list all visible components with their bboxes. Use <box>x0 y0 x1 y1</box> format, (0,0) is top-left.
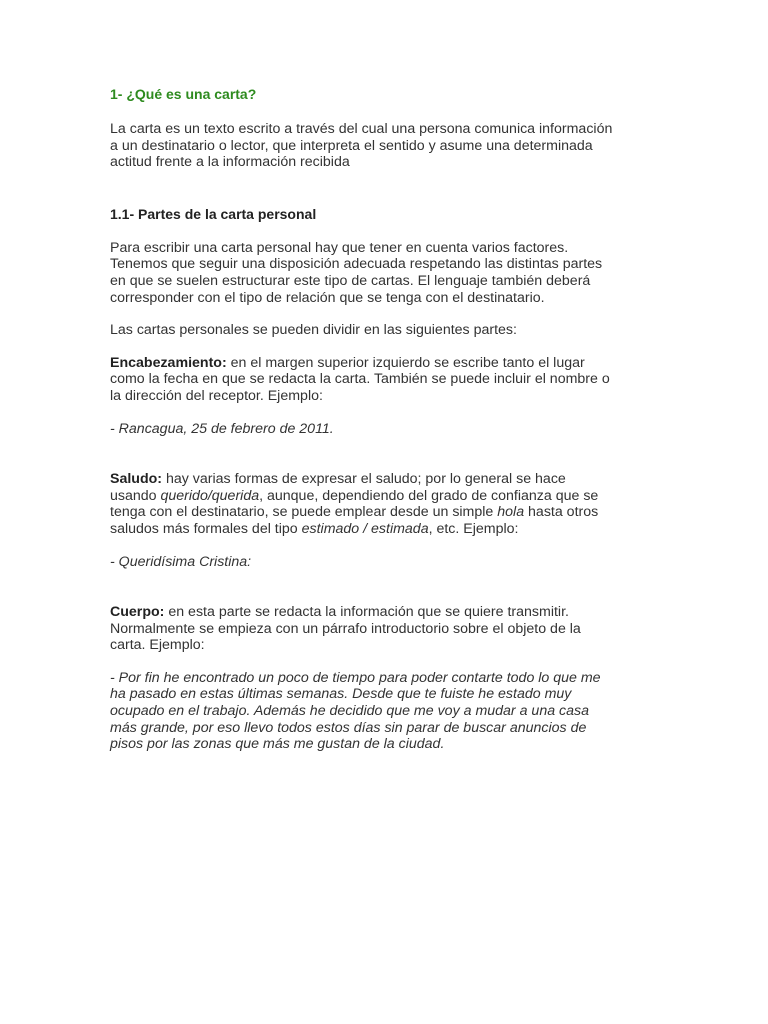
text-line: corresponder con el tipo de relación que se tenga con el destinatario. <box>110 289 545 306</box>
text-line: como la fecha en que se redacta la carta. También se puede incluir el nombre o <box>110 371 610 388</box>
text-span: hay varias formas de expresar el saludo; por lo general se hace <box>162 471 566 488</box>
text-line: en que se suelen estructurar este tipo de cartas. El lenguaje también deberá <box>110 272 591 289</box>
text-line: actitud frente a la información recibida <box>110 154 350 171</box>
text-line: más grande, por eso llevo todos estos días sin parar de buscar anuncios de <box>110 719 587 736</box>
label-cuerpo: Cuerpo: <box>110 604 165 621</box>
text-line <box>110 521 670 538</box>
text-line: a un destinatario o lector, que interpreta el sentido y asume una determinada <box>110 137 593 154</box>
text-span: usando <box>110 487 161 504</box>
text-line: pisos por las zonas que más me gustan de la ciudad. <box>110 736 445 753</box>
paragraph-cuerpo <box>110 604 670 654</box>
text-line: la dirección del receptor. Ejemplo: <box>110 387 323 404</box>
example-cuerpo <box>110 670 670 753</box>
text-line <box>110 355 670 372</box>
text-line: La carta es un texto escrito a través del cual una persona comunica información <box>110 121 613 137</box>
text-span: saludos más formales del tipo <box>110 520 302 537</box>
text-line: ocupado en el trabajo. Además he decidido que me voy a mudar a una casa <box>110 703 590 720</box>
label-encabezamiento: Encabezamiento: <box>110 354 227 371</box>
paragraph-parts-intro: Las cartas personales se pueden dividir en las siguientes partes: <box>110 322 517 339</box>
text-span: hasta otros <box>524 504 599 521</box>
text-span: tenga con el destinatario, se puede emplear desde un simple <box>110 504 498 521</box>
paragraph-encabezamiento <box>110 355 670 405</box>
text-span: , aunque, dependiendo del grado de confianza que se <box>259 487 599 504</box>
text-line: carta. Ejemplo: <box>110 637 205 654</box>
text-line <box>110 471 670 488</box>
example-encabezamiento: - Rancagua, 25 de febrero de 2011. <box>110 420 334 437</box>
italic-span: estimado / estimada <box>301 520 429 537</box>
text-line: Normalmente se empieza con un párrafo introductorio sobre el objeto de la <box>110 620 581 637</box>
text-line: Tenemos que seguir una disposición adecuada respetando las distintas partes <box>110 256 603 273</box>
text-line: Para escribir una carta personal hay que tener en cuenta varios factores. <box>110 239 569 256</box>
paragraph-intro <box>110 240 670 306</box>
text-span: , etc. Ejemplo: <box>428 520 519 537</box>
text-line <box>110 488 670 505</box>
italic-span: querido/querida <box>160 487 260 504</box>
text-line <box>110 604 670 621</box>
document-body <box>110 86 670 753</box>
paragraph-saludo <box>110 471 670 537</box>
text-line: - Por fin he encontrado un poco de tiempo para poder contarte todo lo que me <box>110 669 601 686</box>
paragraph-definicion <box>110 121 670 171</box>
label-saludo: Saludo: <box>110 471 163 488</box>
text-line: ha pasado en estas últimas semanas. Desde que te fuiste he estado muy <box>110 686 572 703</box>
heading-que-es-una-carta: 1- ¿Qué es una carta? <box>110 86 257 102</box>
text-span: en esta parte se redacta la información que se quiere transmitir. <box>164 604 569 621</box>
italic-span: hola <box>497 504 525 521</box>
heading-partes-carta-personal: 1.1- Partes de la carta personal <box>110 205 317 222</box>
text-span: en el margen superior izquierdo se escribe tanto el lugar <box>226 354 585 371</box>
example-saludo: - Queridísima Cristina: <box>110 553 252 570</box>
text-line <box>110 504 670 521</box>
